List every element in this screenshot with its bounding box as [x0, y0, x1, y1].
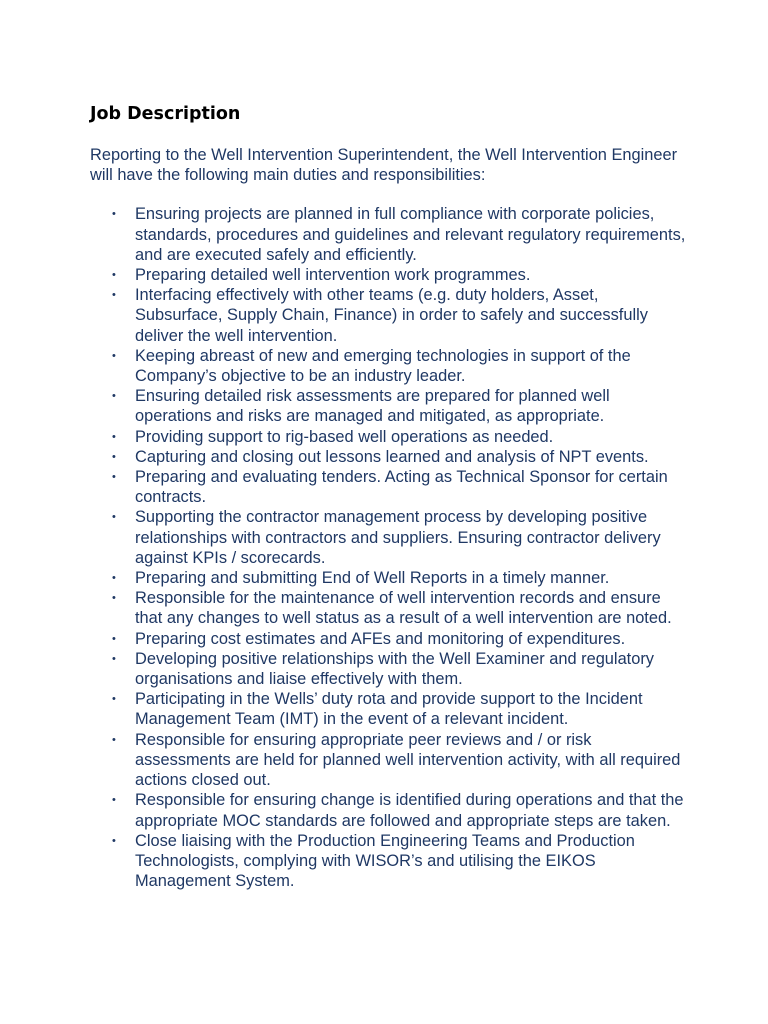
duty-text: Preparing detailed well intervention work programmes.: [135, 266, 531, 285]
duty-item: [90, 831, 688, 892]
duty-text: Ensuring detailed risk assessments are prepared for planned well operations and risks are managed and mitigated, as appropriate.: [135, 387, 610, 426]
bullet-icon: •: [112, 450, 116, 463]
bullet-icon: •: [112, 430, 116, 443]
bullet-icon: •: [112, 208, 116, 221]
duty-text: Responsible for ensuring appropriate peer reviews and / or risk assessments are held for planned well intervention activity, with all required actions closed out.: [135, 730, 681, 790]
duty-text: Responsible for the maintenance of well intervention records and ensure that any changes to well status as a result of a well intervention are noted.: [135, 589, 672, 628]
duty-text: Responsible for ensuring change is identified during operations and that the appropriate MOC standards are followed and appropriate steps are taken.: [135, 791, 684, 830]
bullet-icon: •: [112, 834, 116, 847]
bullet-icon: •: [112, 733, 116, 746]
bullet-icon: •: [112, 511, 116, 524]
duty-text: Preparing and submitting End of Well Reports in a timely manner.: [135, 569, 610, 588]
duty-item: [90, 507, 688, 568]
intro-paragraph: Reporting to the Well Intervention Superintendent, the Well Intervention Engineer will have the following main duties and responsibilities:: [90, 146, 678, 185]
bullet-icon: •: [112, 572, 116, 585]
duty-item: [90, 467, 688, 507]
duty-text: Developing positive relationships with the Well Examiner and regulatory organisations and liaise effectively with them.: [135, 649, 655, 689]
bullet-icon: •: [112, 652, 116, 665]
bullet-icon: •: [112, 693, 116, 706]
duty-text: Close liaising with the Production Engineering Teams and Production Technologists, complying with WISOR’s and utilising the EIKOS Management System.: [135, 831, 635, 891]
bullet-icon: •: [112, 269, 116, 282]
duty-text: Preparing and evaluating tenders. Acting as Technical Sponsor for certain contracts.: [135, 468, 668, 507]
duty-item: [90, 204, 688, 265]
duty-item: [90, 629, 688, 649]
duty-item: [90, 568, 688, 588]
duties-list: [90, 204, 688, 891]
duty-item: [90, 649, 688, 689]
duty-text: Providing support to rig-based well operations as needed.: [135, 427, 554, 446]
duty-item: [90, 447, 688, 467]
bullet-icon: •: [112, 471, 116, 484]
duty-text: Preparing cost estimates and AFEs and monitoring of expenditures.: [135, 629, 626, 648]
bullet-icon: •: [112, 390, 116, 403]
duty-item: [90, 427, 688, 447]
duty-text: Supporting the contractor management process by developing positive relationships with contractors and suppliers. Ensuring contractor delivery against KPIs / scorecards.: [135, 508, 661, 567]
duty-item: [90, 386, 688, 426]
bullet-icon: •: [112, 794, 116, 807]
bullet-icon: •: [112, 349, 116, 362]
duty-item: [90, 588, 688, 628]
bullet-icon: •: [112, 592, 116, 605]
duty-text: Ensuring projects are planned in full compliance with corporate policies, standards, procedures and guidelines and relevant regulatory requirements, and are executed safely and efficiently.: [135, 205, 686, 264]
duty-item: [90, 265, 688, 285]
duty-item: [90, 346, 688, 386]
duty-text: Keeping abreast of new and emerging technologies in support of the Company’s objective to be an industry leader.: [135, 346, 631, 386]
duty-item: [90, 689, 688, 729]
duty-item: [90, 285, 688, 346]
bullet-icon: •: [112, 289, 116, 302]
bullet-icon: •: [112, 632, 116, 645]
page-title: Job Description: [90, 104, 241, 124]
duty-item: [90, 790, 688, 830]
duty-text: Participating in the Wells’ duty rota and provide support to the Incident Management Team (IMT) in the event of a relevant incident.: [135, 690, 643, 729]
duty-text: Capturing and closing out lessons learned and analysis of NPT events.: [135, 447, 649, 466]
duty-text: Interfacing effectively with other teams (e.g. duty holders, Asset, Subsurface, Supply Chain, Finance) in order to safely and successfully deliver the well intervention.: [135, 286, 648, 345]
duty-item: [90, 730, 688, 791]
